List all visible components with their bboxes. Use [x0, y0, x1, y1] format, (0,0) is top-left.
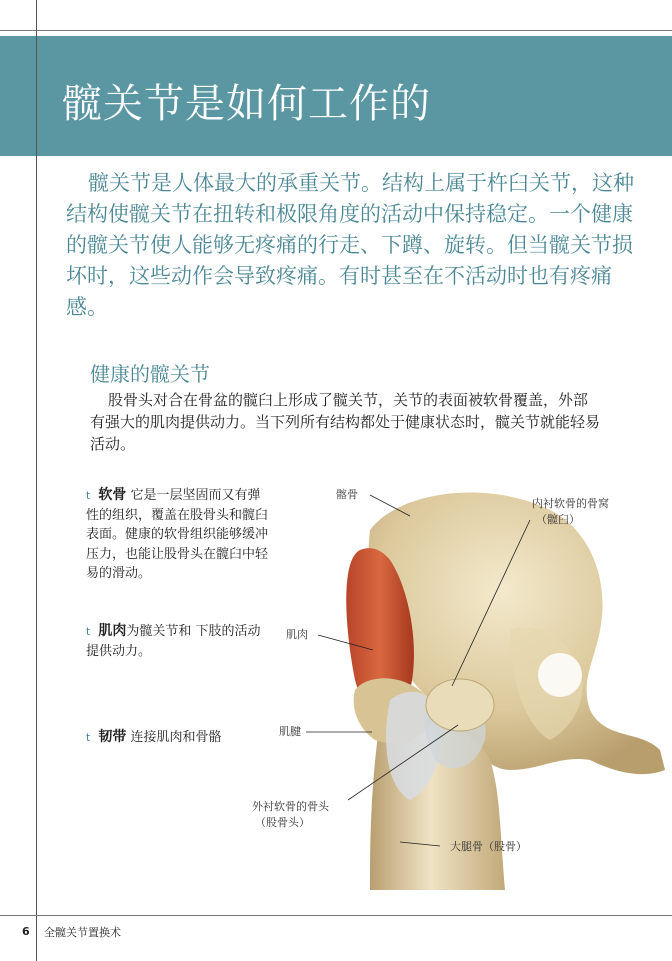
label-ilium: 髂骨	[336, 488, 358, 501]
bullet-marker: t	[86, 489, 91, 502]
femoral-head	[426, 679, 494, 731]
bullet-cartilage	[86, 486, 272, 584]
bullet-term: 韧带	[98, 729, 127, 745]
footer-title: 全髋关节置换术	[44, 926, 121, 939]
page-number: 6	[22, 925, 30, 938]
bullet-marker: t	[86, 625, 91, 638]
section-body: 股骨头对合在骨盆的髋臼上形成了髋关节，关节的表面被软骨覆盖，外部有强大的肌肉提供动力。当下列所有结构都处于健康状态时，髋关节就能轻易活动。	[90, 391, 601, 453]
label-head-line2: （股骨头）	[255, 816, 310, 829]
hip-joint-illustration	[260, 470, 672, 890]
section-heading: 健康的髋关节	[90, 362, 210, 386]
label-head-line1: 外衬软骨的骨头	[252, 800, 329, 813]
bullet-text: 为髋关节和 下肢的活动提供动力。	[86, 624, 261, 659]
page-title: 髋关节是如何工作的	[62, 81, 431, 127]
bullet-ligament	[86, 728, 286, 748]
intro-paragraph: 髋关节是人体最大的承重关节。结构上属于杵臼关节，这种结构使髋关节在扭转和极限角度的活动中保持稳定。一个健康的髋关节使人能够无疼痛的行走、下蹲、旋转。但当髋关节损坏时，这些动作会导致疼痛。有时甚至在不活动时也有疼痛感。	[66, 171, 634, 319]
bullet-text: 连接肌肉和骨骼	[126, 730, 222, 745]
obturator-foramen	[538, 653, 582, 697]
bullet-text: 它是一层坚固而又有弹性的组织，覆盖在股骨头和髋臼表面。健康的软骨组织能够缓冲压力，也能让股骨头在髋臼中轻易的滑动。	[86, 488, 269, 581]
bullet-term: 肌肉	[98, 623, 127, 639]
title-banner	[0, 36, 672, 156]
top-rule	[0, 30, 672, 31]
footer-rule	[0, 915, 672, 916]
bullet-muscle	[86, 622, 272, 661]
label-socket-line2: （髋臼）	[536, 513, 580, 526]
label-socket-line1: 内衬软骨的骨窝	[532, 497, 609, 510]
bullet-term: 软骨	[98, 487, 127, 503]
label-muscle: 肌肉	[286, 628, 308, 641]
label-tendon: 肌腱	[279, 725, 301, 738]
margin-rule	[36, 0, 37, 961]
bullet-marker: t	[86, 731, 91, 744]
label-femur: 大腿骨（股骨）	[450, 840, 527, 853]
